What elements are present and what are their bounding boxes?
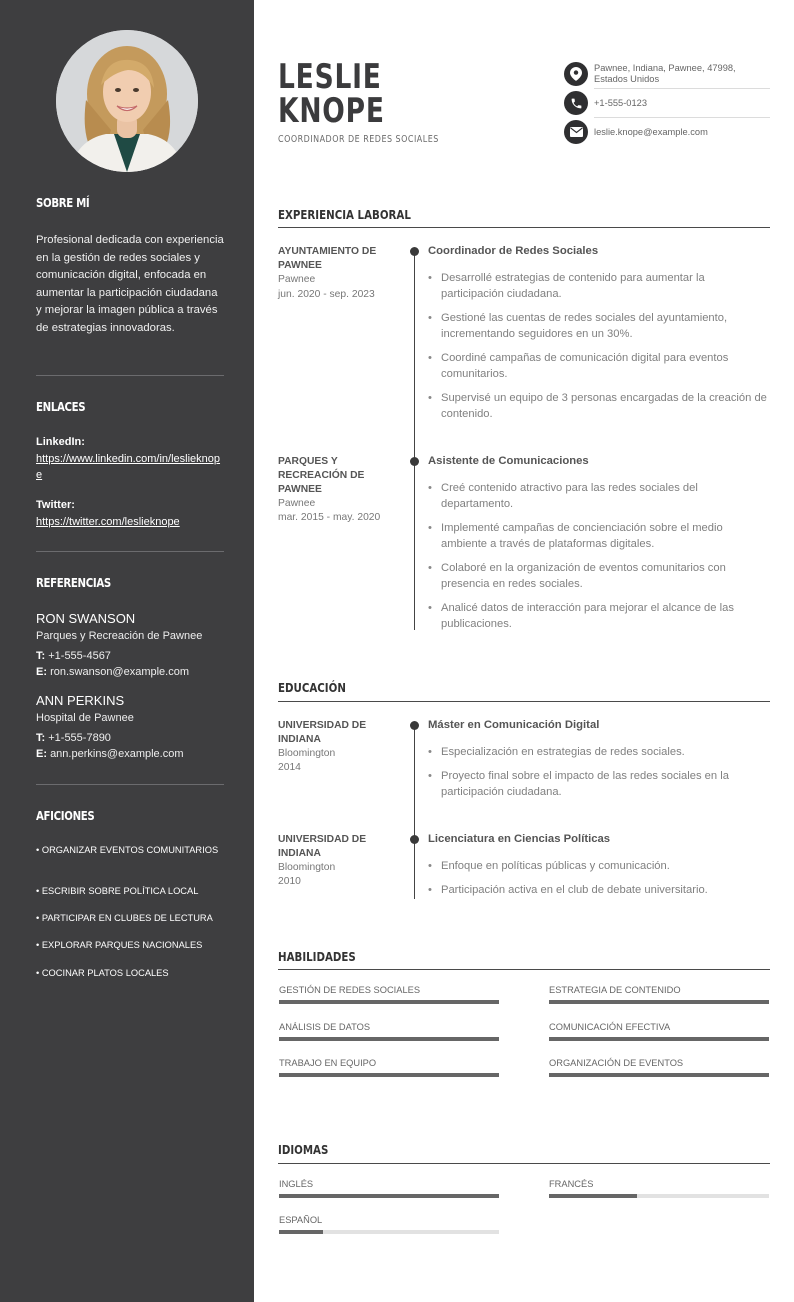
- contact-address: Pawnee, Indiana, Pawnee, 47998, Estados Unidos: [594, 63, 736, 84]
- email-value: ron.swanson@example.com: [50, 666, 190, 678]
- skill-bar: [279, 1037, 499, 1041]
- reference-email: [36, 666, 189, 678]
- location-pin-icon: [564, 62, 588, 86]
- education-heading: EDUCACIÓN: [278, 680, 346, 695]
- entry-bullets: [428, 744, 768, 808]
- timeline-dot: [410, 835, 419, 844]
- reference-name: ANN PERKINS: [36, 693, 125, 708]
- skill-bar-fill: [549, 1000, 769, 1004]
- divider: [36, 784, 224, 785]
- skill-bar-fill: [279, 1000, 499, 1004]
- linkedin-label: LinkedIn:: [36, 436, 85, 448]
- contact-email[interactable]: leslie.knope@example.com: [594, 127, 708, 137]
- last-name: KNOPE: [278, 91, 385, 131]
- phone-icon: [564, 91, 588, 115]
- skill-label: GESTIÓN DE REDES SOCIALES: [279, 985, 421, 995]
- reference-email: [36, 748, 184, 760]
- language-bar-fill: [279, 1230, 323, 1234]
- entry-location: Bloomington: [278, 862, 336, 873]
- phone-value: +1-555-7890: [48, 732, 111, 744]
- skill-bar-fill: [549, 1037, 769, 1041]
- skill-bar: [549, 1037, 769, 1041]
- full-name: [278, 57, 385, 131]
- list-item: • Desarrollé estrategias de contenido para aumentar la participación ciudadana.: [428, 270, 768, 302]
- entry-bullets: [428, 480, 768, 640]
- section-divider: [278, 969, 770, 970]
- entry-organization: UNIVERSIDAD DE INDIANA: [278, 720, 367, 745]
- first-name: LESLIE: [278, 57, 382, 97]
- skill-bar-fill: [549, 1073, 769, 1077]
- divider: [36, 375, 224, 376]
- skill-bar: [549, 1073, 769, 1077]
- hobby-item: • ESCRIBIR SOBRE POLÍTICA LOCAL: [36, 886, 199, 896]
- job-title: COORDINADOR DE REDES SOCIALES: [278, 134, 439, 145]
- language-bar: [549, 1194, 769, 1198]
- entry-organization: AYUNTAMIENTO DE PAWNEE: [278, 246, 377, 271]
- language-label: INGLÉS: [279, 1179, 314, 1189]
- list-item: • Creé contenido atractivo para las redes sociales del departamento.: [428, 480, 768, 512]
- phone-label: T:: [36, 650, 46, 662]
- hobby-item: • EXPLORAR PARQUES NACIONALES: [36, 940, 203, 950]
- divider: [594, 88, 770, 89]
- sidebar: [0, 0, 254, 1302]
- entry-dates: 2010: [278, 876, 301, 887]
- entry-dates: 2014: [278, 762, 301, 773]
- reference-phone: [36, 732, 111, 744]
- language-label: FRANCÉS: [549, 1179, 594, 1189]
- section-divider: [278, 701, 770, 702]
- section-divider: [278, 227, 770, 228]
- skill-bar: [279, 1000, 499, 1004]
- skill-label: ORGANIZACIÓN DE EVENTOS: [549, 1058, 684, 1068]
- entry-dates: mar. 2015 - may. 2020: [278, 512, 381, 523]
- links-heading: ENLACES: [36, 400, 86, 414]
- list-item: • Especialización en estrategias de redes sociales.: [428, 744, 768, 760]
- list-item: • Enfoque en políticas públicas y comunicación.: [428, 858, 768, 874]
- timeline-dot: [410, 457, 419, 466]
- hobby-item: • COCINAR PLATOS LOCALES: [36, 968, 169, 978]
- twitter-label: Twitter:: [36, 499, 75, 511]
- email-label: E:: [36, 666, 47, 678]
- linkedin-link[interactable]: https://www.linkedin.com/in/leslieknope: [36, 453, 221, 481]
- entry-location: Pawnee: [278, 274, 316, 285]
- references-heading: REFERENCIAS: [36, 576, 111, 590]
- list-item: • Analicé datos de interacción para mejorar el alcance de las publicaciones.: [428, 600, 768, 632]
- phone-label: T:: [36, 732, 46, 744]
- skill-label: ANÁLISIS DE DATOS: [279, 1022, 371, 1032]
- timeline-dot: [410, 247, 419, 256]
- email-value: ann.perkins@example.com: [50, 748, 184, 760]
- language-bar: [279, 1194, 499, 1198]
- skill-label: COMUNICACIÓN EFECTIVA: [549, 1022, 671, 1032]
- about-text: Profesional dedicada con experiencia en la gestión de redes sociales y comunicación digital, enfocada en aumentar la participación ciudadana y mejorar la imagen pública a través de estrategias innovadoras.: [36, 234, 224, 334]
- languages-heading: IDIOMAS: [278, 1142, 329, 1157]
- avatar: [56, 30, 198, 172]
- section-divider: [278, 1163, 770, 1164]
- language-label: ESPAÑOL: [279, 1215, 323, 1225]
- about-heading: SOBRE MÍ: [36, 196, 90, 210]
- list-item: • Colaboré en la organización de eventos comunitarios con presencia en redes sociales.: [428, 560, 768, 592]
- skills-heading: HABILIDADES: [278, 949, 356, 964]
- list-item: • Implementé campañas de concienciación sobre el medio ambiente a través de plataformas digitales.: [428, 520, 768, 552]
- entry-role: Licenciatura en Ciencias Políticas: [428, 833, 611, 845]
- experience-heading: EXPERIENCIA LABORAL: [278, 207, 411, 222]
- language-bar-fill: [549, 1194, 637, 1198]
- envelope-icon: [564, 120, 588, 144]
- skill-bar: [279, 1073, 499, 1077]
- timeline-line: [414, 250, 415, 630]
- list-item: • Participación activa en el club de debate universitario.: [428, 882, 768, 898]
- skill-bar-fill: [279, 1073, 499, 1077]
- reference-org: Parques y Recreación de Pawnee: [36, 630, 203, 642]
- hobbies-heading: AFICIONES: [36, 809, 95, 823]
- list-item: • Supervisé un equipo de 3 personas encargadas de la creación de contenido.: [428, 390, 768, 422]
- entry-role: Coordinador de Redes Sociales: [428, 245, 599, 257]
- reference-org: Hospital de Pawnee: [36, 712, 134, 724]
- skill-bar-fill: [279, 1037, 499, 1041]
- language-bar-fill: [279, 1194, 499, 1198]
- skill-label: ESTRATEGIA DE CONTENIDO: [549, 985, 681, 995]
- timeline-line: [414, 724, 415, 899]
- list-item: • Gestioné las cuentas de redes sociales del ayuntamiento, incrementando seguidores en un 30%.: [428, 310, 768, 342]
- twitter-link[interactable]: https://twitter.com/leslieknope: [36, 516, 180, 528]
- list-item: • Proyecto final sobre el impacto de las redes sociales en la participación ciudadana.: [428, 768, 768, 800]
- phone-value: +1-555-4567: [48, 650, 111, 662]
- email-label: E:: [36, 748, 47, 760]
- divider: [36, 551, 224, 552]
- entry-role: Máster en Comunicación Digital: [428, 719, 600, 731]
- entry-organization: UNIVERSIDAD DE INDIANA: [278, 834, 367, 859]
- reference-name: RON SWANSON: [36, 611, 136, 626]
- entry-role: Asistente de Comunicaciones: [428, 455, 589, 467]
- entry-dates: jun. 2020 - sep. 2023: [278, 289, 375, 300]
- entry-organization: PARQUES Y RECREACIÓN DE PAWNEE: [278, 456, 365, 495]
- entry-location: Pawnee: [278, 498, 316, 509]
- hobby-item: • ORGANIZAR EVENTOS COMUNITARIOS: [36, 845, 219, 855]
- language-bar: [279, 1230, 499, 1234]
- contact-phone: +1-555-0123: [594, 98, 647, 108]
- skill-label: TRABAJO EN EQUIPO: [279, 1058, 377, 1068]
- hobby-item: • PARTICIPAR EN CLUBES DE LECTURA: [36, 913, 213, 923]
- person-portrait-icon: [56, 30, 198, 172]
- divider: [594, 117, 770, 118]
- entry-location: Bloomington: [278, 748, 336, 759]
- skill-bar: [549, 1000, 769, 1004]
- timeline-dot: [410, 721, 419, 730]
- reference-phone: [36, 650, 111, 662]
- entry-bullets: [428, 858, 768, 906]
- entry-bullets: [428, 270, 768, 430]
- list-item: • Coordiné campañas de comunicación digital para eventos comunitarios.: [428, 350, 768, 382]
